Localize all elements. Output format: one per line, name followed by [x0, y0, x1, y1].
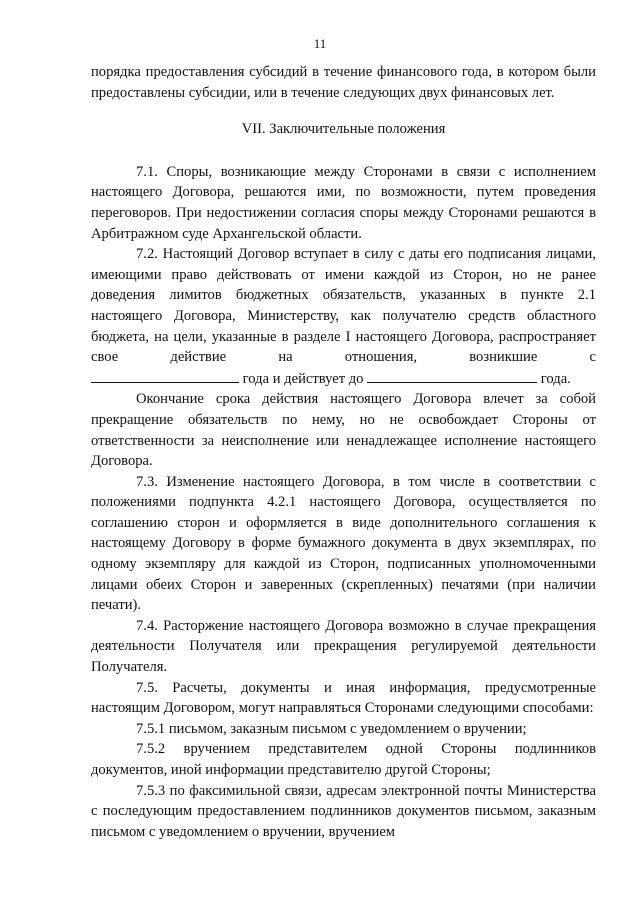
end-date-blank	[367, 368, 537, 383]
document-body	[91, 62, 596, 842]
start-date-blank	[91, 368, 239, 383]
paragraph-7-5-1: 7.5.1 письмом, заказным письмом с уведомлением о вручении;	[136, 720, 527, 737]
paragraph-7-2-text: 7.2. Настоящий Договор вступает в силу с даты его подписания лицами, имеющими право действовать от имени каждой из Сторон, но не ранее доведения лимитов бюджетных обязательств, указанных в пункте 2.1 настоящего Договора, Министерству, как получателю средств областного бюджета, на цели, указанные в разделе I настоящего Договора, распространяет свое действие на отношения, возникшие с	[91, 246, 596, 366]
paragraph-7-2-end: года.	[540, 370, 571, 387]
intro-paragraph: порядка предоставления субсидий в течение финансового года, в котором были предоставлены субсидии, или в течение следующих двух финансовых лет.	[91, 64, 596, 101]
section-title: VII. Заключительные положения	[241, 121, 446, 138]
paragraph-7-3: 7.3. Изменение настоящего Договора, в том числе в соответствии с положениями подпункта 4.2.1 настоящего Договора, осуществляется по соглашению сторон и оформляется в виде дополнительного соглашения к настоящему Договору в форме бумажного документа в двух экземплярах, по одному экземпляру для каждой из Сторон, подписанных уполномоченными лицами обеих Сторон и заверенных (скрепленных) печатями (при наличии печати).	[91, 473, 596, 614]
paragraph-7-5-3: 7.5.3 по факсимильной связи, адресам электронной почты Министерства с последующим предоставлением подлинников документов письмом, заказным письмом с уведомлением о вручении, вручением	[91, 782, 596, 840]
page-number: 11	[313, 36, 327, 51]
paragraph-7-2-dates-line	[91, 368, 596, 390]
paragraph-7-5: 7.5. Расчеты, документы и иная информация, предусмотренные настоящим Договором, могут направляться Сторонами следующими способами:	[91, 679, 596, 717]
paragraph-7-2-continued: Окончание срока действия настоящего Договора влечет за собой прекращение обязательств по нему, но не освобождает Стороны от ответственности за неисполнение или ненадлежащее исполнение настоящего Договора.	[91, 391, 596, 470]
paragraph-7-4: 7.4. Расторжение настоящего Договора возможно в случае прекращения деятельности Получателя или прекращения регулируемой деятельности Получателя.	[91, 617, 596, 676]
paragraph-7-5-2: 7.5.2 вручением представителем одной Стороны подлинников документов, иной информации представителю другой Стороны;	[91, 741, 596, 778]
paragraph-7-1: 7.1. Споры, возникающие между Сторонами в связи с исполнением настоящего Договора, решаются ими, по возможности, путем проведения переговоров. При недостижении согласия споры между Сторонами решаются в Арбитражном суде Архангельской области.	[91, 163, 596, 242]
paragraph-7-2	[91, 244, 596, 368]
paragraph-7-2-mid: года и действует до	[242, 370, 364, 387]
